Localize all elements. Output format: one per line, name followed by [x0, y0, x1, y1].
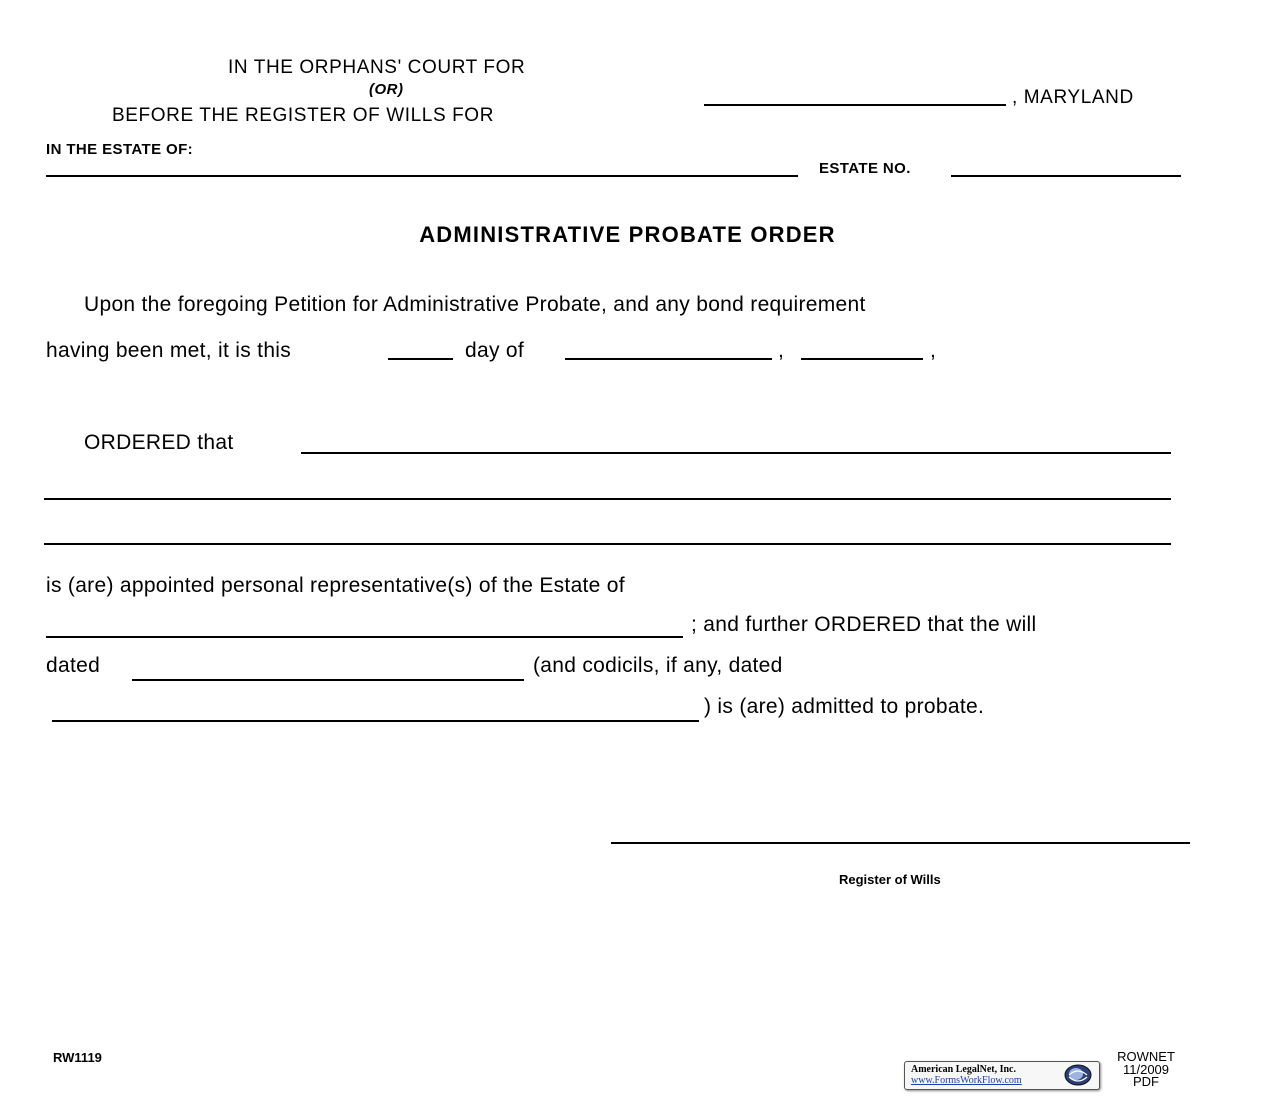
dated-label: dated: [46, 654, 101, 677]
estate-name-blank[interactable]: [46, 175, 798, 177]
codicils-date-blank[interactable]: [52, 720, 699, 722]
comma-separator: ,: [930, 339, 937, 362]
month-blank[interactable]: [565, 358, 772, 360]
publisher-url[interactable]: www.FormsWorkFlow.com: [911, 1075, 1022, 1086]
decedent-name-blank[interactable]: [46, 636, 683, 638]
day-blank[interactable]: [388, 358, 453, 360]
day-of-label: day of: [465, 339, 525, 362]
or-separator: (OR): [369, 81, 404, 98]
form-code: ROWNET: [1117, 1049, 1175, 1064]
estate-of-label: IN THE ESTATE OF:: [46, 141, 194, 158]
form-format: PDF: [1133, 1074, 1159, 1089]
form-id: RW1119: [53, 1050, 102, 1065]
will-date-blank[interactable]: [132, 679, 524, 681]
register-heading: BEFORE THE REGISTER OF WILLS FOR: [112, 105, 495, 126]
document-title: ADMINISTRATIVE PROBATE ORDER: [419, 222, 836, 247]
estate-no-label: ESTATE NO.: [819, 160, 911, 177]
maryland-label: , MARYLAND: [1012, 87, 1134, 108]
petition-text-line2: having been met, it is this: [46, 339, 292, 362]
globe-icon: [1063, 1063, 1093, 1087]
appointed-text: is (are) appointed personal representative(s) of the Estate of: [46, 574, 625, 597]
form-date: 11/2009: [1122, 1062, 1170, 1077]
petition-text-line1: Upon the foregoing Petition for Administrative Probate, and any bond requirement: [84, 293, 866, 316]
representative-blank-2[interactable]: [44, 498, 1171, 500]
codicils-text: (and codicils, if any, dated: [533, 654, 783, 677]
register-of-wills-label: Register of Wills: [839, 872, 941, 887]
publisher-name: American LegalNet, Inc.: [911, 1064, 1016, 1075]
further-ordered-text: ; and further ORDERED that the will: [691, 613, 1037, 636]
county-blank[interactable]: [704, 104, 1006, 106]
signature-line[interactable]: [611, 842, 1190, 844]
estate-number-blank[interactable]: [951, 175, 1181, 177]
admitted-text: ) is (are) admitted to probate.: [704, 695, 985, 718]
comma-separator: ,: [778, 339, 785, 362]
year-blank[interactable]: [801, 358, 923, 360]
publisher-logo[interactable]: [904, 1061, 1100, 1090]
representative-blank-1[interactable]: [301, 452, 1171, 454]
representative-blank-3[interactable]: [44, 543, 1171, 545]
court-heading: IN THE ORPHANS' COURT FOR: [228, 57, 526, 78]
ordered-label: ORDERED that: [84, 431, 234, 454]
